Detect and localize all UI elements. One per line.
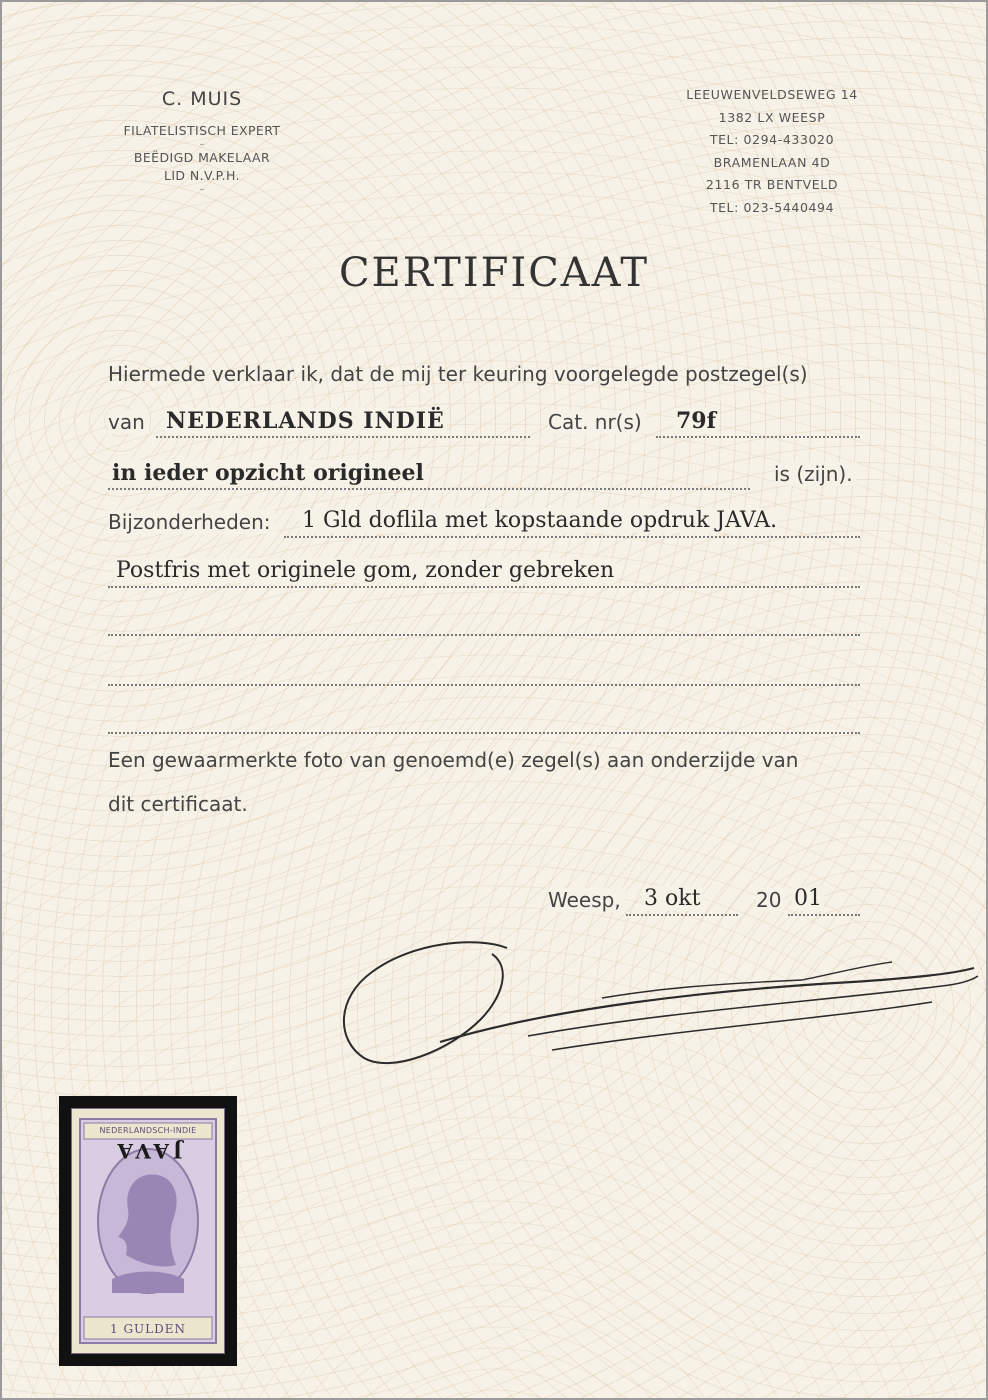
stamp-value-text: 1 GULDEN (110, 1322, 186, 1336)
details-value-line2: Postfris met originele gom, zonder gebreken (116, 558, 615, 583)
cat-field-line (656, 436, 860, 438)
cat-label: Cat. nr(s) (548, 410, 646, 434)
blank-field-line (108, 634, 860, 636)
empty-line (108, 658, 860, 692)
verdict-row (108, 462, 860, 496)
verdict-field-line (108, 488, 750, 490)
separator: – (199, 184, 205, 195)
year-prefix: 20 (756, 888, 785, 912)
details-field-line (284, 536, 860, 538)
photo-note (108, 738, 868, 826)
certificate-title: CERTIFICAAT (338, 250, 650, 296)
stamp-photo (59, 1096, 237, 1366)
details-field-line (108, 586, 860, 588)
details-row (108, 510, 860, 544)
signature (332, 932, 988, 1072)
expert-info (102, 88, 302, 194)
year-field-line (788, 914, 860, 916)
address-line: LEEUWENVELDSEWEG 14 (686, 87, 858, 102)
stamp-overprint: JAVA (113, 1139, 183, 1163)
verdict-value: in ieder opzicht origineel (112, 460, 424, 486)
intro-text: Hiermede verklaar ik, dat de mij ter keuring voorgelegde postzegel(s) (108, 362, 808, 386)
date-day-month: 3 okt (644, 886, 701, 911)
country-value: NEDERLANDS INDIË (166, 408, 445, 434)
country-row (108, 410, 860, 444)
stamp-image (71, 1108, 225, 1354)
cat-number-value: 79f (676, 408, 717, 434)
expert-address (642, 84, 902, 220)
year-suffix: 01 (794, 886, 822, 911)
empty-line (108, 608, 860, 642)
details-label: Bijzonderheden: (108, 510, 275, 534)
expert-role: BEËDIGD MAKELAAR (133, 150, 271, 165)
phone-line: TEL: 0294-433020 (709, 132, 835, 148)
stamp-country-text: NEDERLANDSCH-INDIE (99, 1126, 197, 1135)
verdict-suffix: is (zijn). (774, 462, 857, 486)
address-line: BRAMENLAAN 4D (713, 154, 831, 170)
country-field-line (156, 436, 530, 438)
blank-field-line (108, 732, 860, 734)
details-row-2 (108, 560, 860, 594)
expert-name: C. MUIS (161, 88, 243, 110)
date-field-line (626, 914, 738, 916)
van-label: van (108, 410, 149, 434)
photo-note-line2: dit certificaat. (108, 792, 248, 816)
phone-line: TEL: 023-5440494 (709, 199, 835, 215)
place-label: Weesp, (548, 888, 625, 912)
expert-membership: LID N.V.P.H. (163, 168, 240, 183)
address-line: 2116 TR BENTVELD (705, 177, 839, 193)
details-value-line1: 1 Gld doflila met kopstaande opdruk JAVA. (302, 508, 778, 533)
photo-note-line1: Een gewaarmerkte foto van genoemd(e) zegel(s) aan onderzijde van (108, 748, 799, 772)
blank-field-line (108, 684, 860, 686)
expert-title: FILATELISTISCH EXPERT (123, 123, 281, 138)
date-row (548, 888, 860, 922)
separator: – (199, 139, 205, 150)
address-line: 1382 LX WEESP (718, 109, 826, 125)
empty-line (108, 706, 860, 740)
